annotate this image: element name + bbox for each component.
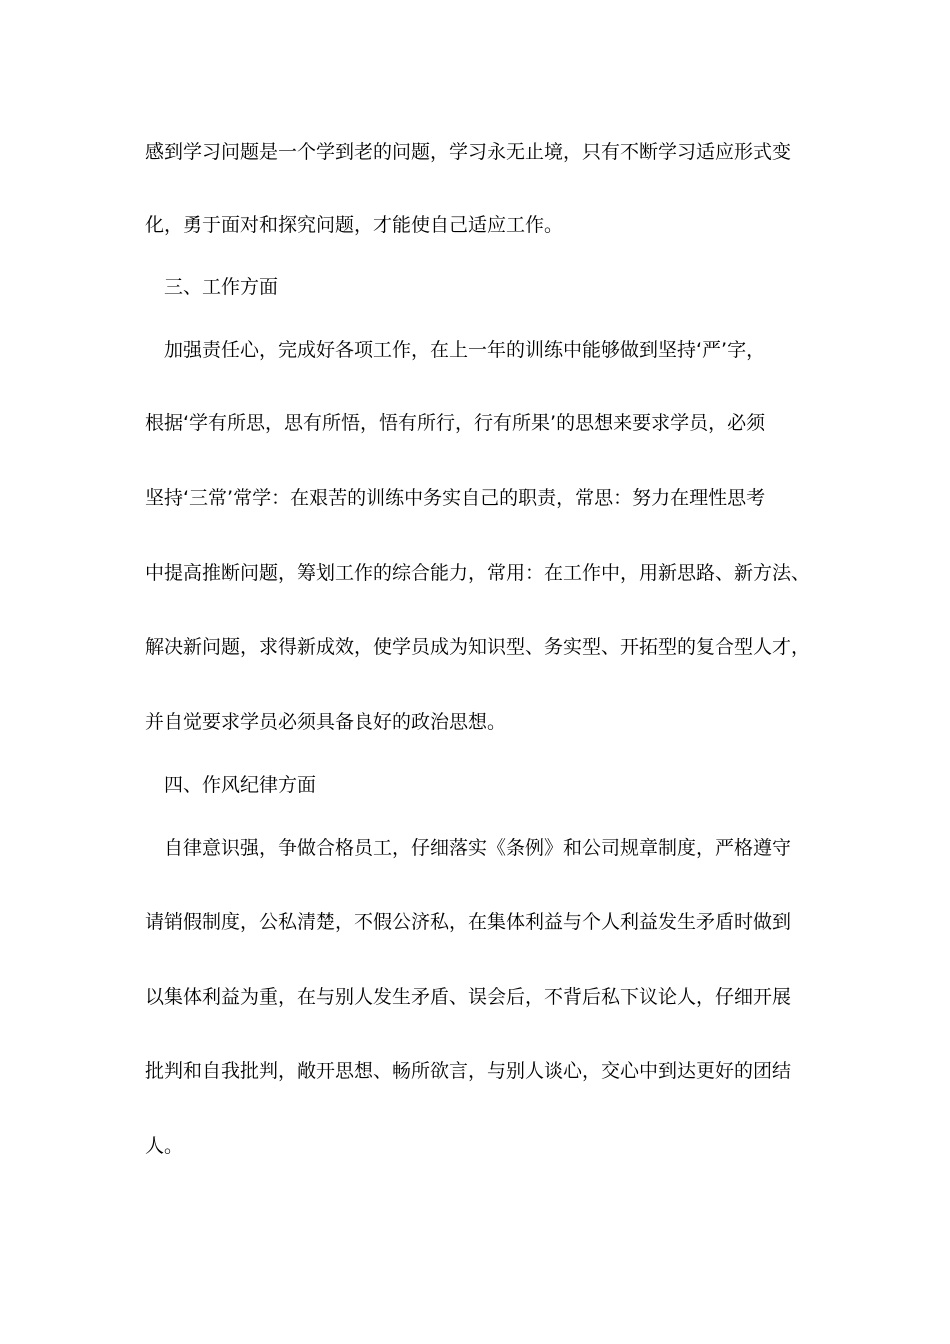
paragraph-line: 请销假制度，公私清楚，不假公济私，在集体利益与个人利益发生矛盾时做到 (145, 911, 792, 933)
paragraph-line: 化，勇于面对和探究问题，才能使自己适应工作。 (145, 214, 564, 236)
paragraph-line: 解决新问题，求得新成效，使学员成为知识型、务实型、开拓型的复合型人才， (145, 636, 811, 658)
paragraph-line: 中提高推断问题，筹划工作的综合能力，常用：在工作中，用新思路、新方法、 (145, 562, 811, 584)
paragraph-line: 人。 (145, 1135, 184, 1157)
section-heading-work: 三、工作方面 (164, 276, 279, 298)
paragraph-line: 坚持‘三常’常学：在艰苦的训练中务实自己的职责，常思：努力在理性思考 (145, 487, 766, 509)
section-heading-discipline: 四、作风纪律方面 (164, 774, 317, 796)
paragraph-line: 以集体利益为重，在与别人发生矛盾、误会后，不背后私下议论人，仔细开展 (145, 986, 792, 1008)
paragraph-line: 批判和自我批判，敞开思想、畅所欲言，与别人谈心，交心中到达更好的团结 (145, 1060, 792, 1082)
paragraph-line: 根据‘学有所思，思有所悟，悟有所行，行有所果’的思想来要求学员，必须 (145, 412, 766, 434)
paragraph-line: 加强责任心，完成好各项工作，在上一年的训练中能够做到坚持‘严’字， (164, 339, 766, 361)
paragraph-line: 感到学习问题是一个学到老的问题，学习永无止境，只有不断学习适应形式变 (145, 141, 792, 163)
paragraph-line: 自律意识强，争做合格员工，仔细落实《条例》和公司规章制度，严格遵守 (164, 837, 792, 859)
paragraph-line: 并自觉要求学员必须具备良好的政治思想。 (145, 711, 507, 733)
